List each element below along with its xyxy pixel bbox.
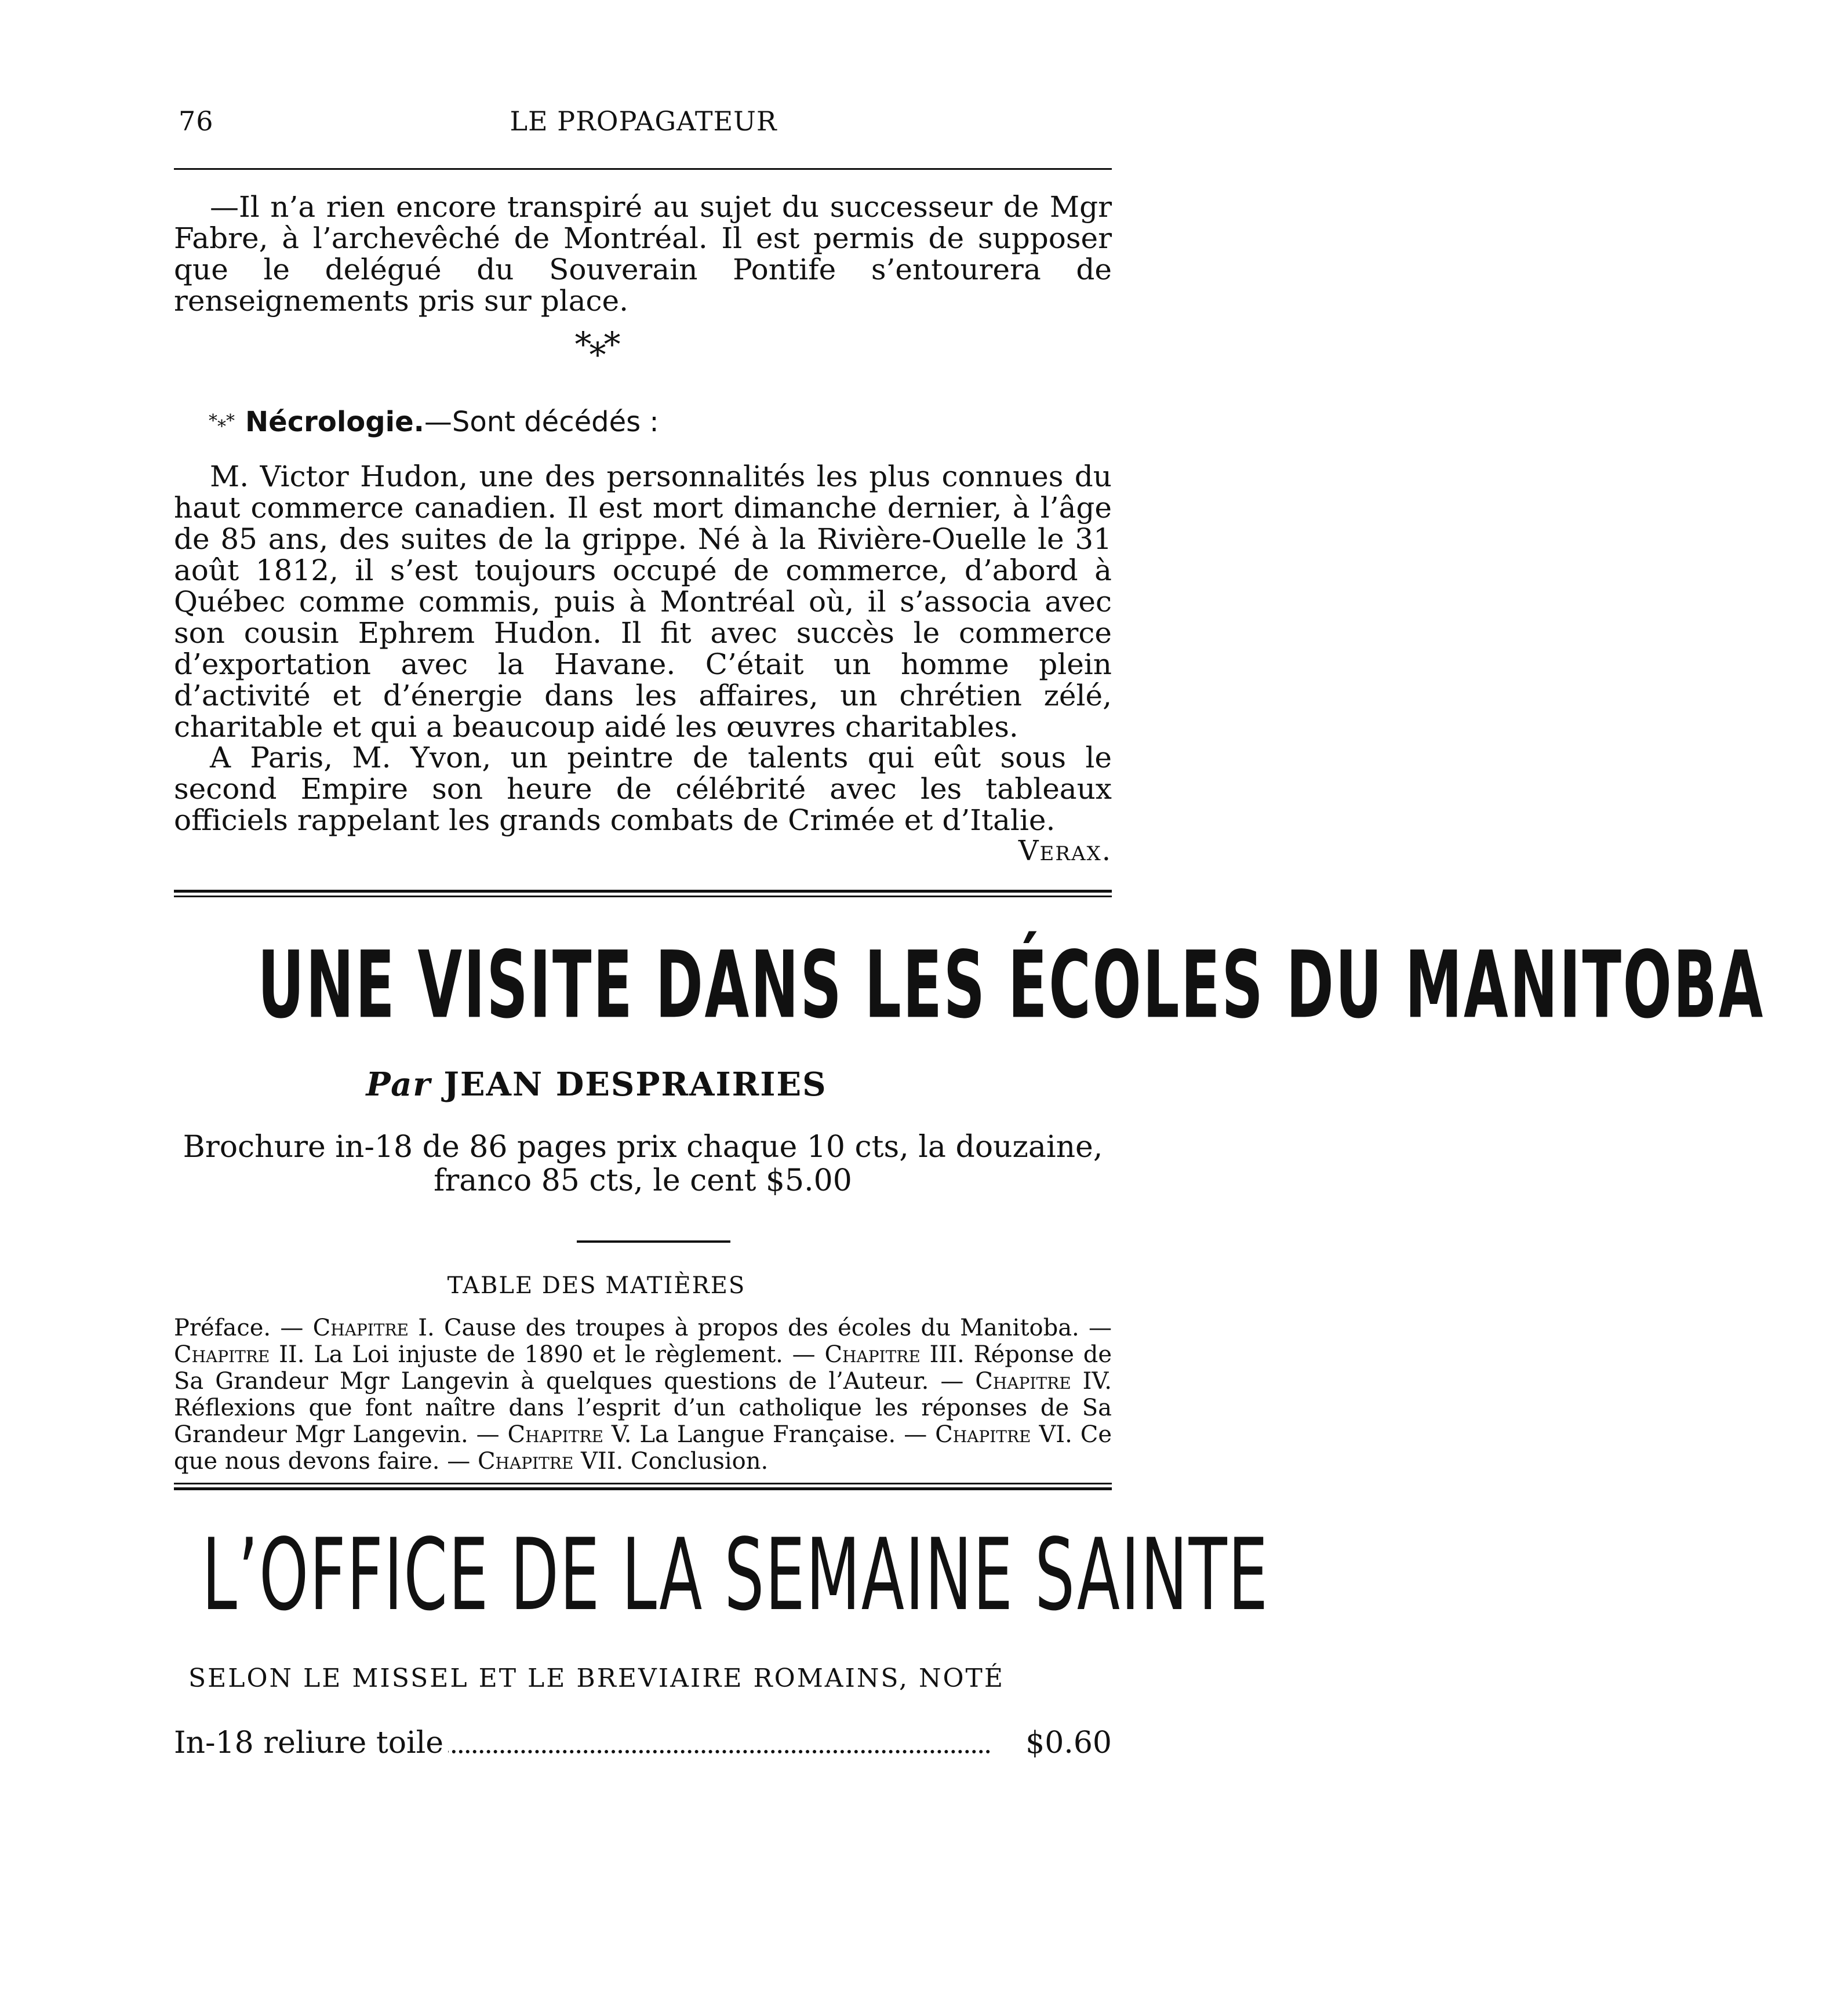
page-number: 76: [179, 105, 214, 137]
toc-paragraph: [174, 1315, 1112, 1475]
toc-text-run: V. La Langue Française. —: [603, 1421, 936, 1448]
necrology-heading: [209, 406, 659, 438]
description-line: franco 85 cts, le cent $5.00: [434, 1163, 852, 1198]
asterism-separator: *⁎*: [574, 325, 619, 364]
paragraph-text: M. Victor Hudon, une des personnalités les plus connues du haut commerce canadien. Il est mort dimanche dernier, à l’âge de 85 ans, des suites de la grippe. Né à la Rivière-Ouelle le 31 août 1812, il s’est toujours occupé de commerce, d’abord à Québec comme commis, puis à Montréal où, il s’associa avec son cousin Ephrem Hudon. Il fit avec succès le commerce d’exportation avec la Havane. C’était un homme plein d’activité et d’énergie dans les affaires, un chrétien zélé, charitable et qui a beaucoup aidé les œuvres charitables.: [174, 460, 1112, 744]
headline-text: L’OFFICE DE LA SEMAINE SAINTE: [202, 1517, 1269, 1633]
running-title: LE PROPAGATEUR: [510, 105, 777, 137]
dot-leader: [417, 1750, 990, 1753]
price-line: [174, 1724, 1112, 1765]
necrology-label: Nécrologie.: [245, 406, 424, 438]
asterism-icon: *⁎*: [209, 411, 235, 431]
chapter-label: Chapitre: [975, 1368, 1071, 1395]
chapter-label: Chapitre: [312, 1315, 409, 1341]
author-name: JEAN DESPRAIRIES: [443, 1065, 827, 1104]
table-of-contents: [174, 1315, 1112, 1475]
necrology-intro: —Sont décédés :: [424, 406, 659, 438]
chapter-label: Chapitre: [935, 1421, 1031, 1448]
toc-text-run: III. Réponse de Sa Grandeur Mgr Langevin à quelques questions de l’Auteur. —: [174, 1341, 1112, 1395]
paragraph-text: —Il n’a rien encore transpiré au sujet du successeur de Mgr Fabre, à l’archevêché de Montréal. Il est permis de supposer que le delégué du Souverain Pontife s’entourera de renseignements pris sur place.: [174, 190, 1112, 318]
short-rule: [577, 1240, 730, 1243]
item-description: In-18 reliure toile: [174, 1724, 448, 1762]
toc-text-run: IV. Réflexions que font naître dans l’esprit d’un catholique les réponses de Sa Grandeur Mgr Langevin. —: [174, 1368, 1112, 1448]
toc-text-run: Préface. —: [174, 1315, 313, 1341]
paragraph-text: A Paris, M. Yvon, un peintre de talents qui eût sous le second Empire son heure de célébrité avec les tableaux officiels rappelant les grands combats de Crimée et d’Italie.: [174, 741, 1112, 837]
toc-text-run: II. La Loi injuste de 1890 et le règlement. —: [270, 1341, 825, 1368]
ad-byline: [0, 1065, 1193, 1104]
author-signature: Verax.: [1018, 835, 1112, 867]
item-price: $0.60: [1021, 1724, 1112, 1762]
chapter-label: Chapitre: [174, 1341, 270, 1368]
ad-subtitle: SELON LE MISSEL ET LE BREVIAIRE ROMAINS, NOTÉ: [188, 1664, 1005, 1693]
byline-prefix: Par: [366, 1065, 431, 1104]
running-head: [174, 105, 1113, 146]
chapter-label: Chapitre: [477, 1448, 574, 1475]
ad-headline-manitoba: [174, 930, 1765, 1039]
toc-text-run: VII. Conclusion.: [573, 1448, 769, 1475]
ad-headline-semaine-sainte: [174, 1517, 1269, 1633]
ad-description: [174, 1130, 1112, 1198]
description-line: Brochure in-18 de 86 pages prix chaque 10 cts, la douzaine,: [183, 1130, 1103, 1164]
obituary-yvon: [174, 742, 1112, 836]
headline-text: UNE VISITE DANS LES ÉCOLES DU MANITOBA: [257, 931, 1765, 1039]
toc-heading: TABLE DES MATIÈRES: [447, 1272, 746, 1299]
toc-text-run: VI. Ce que nous devons faire. —: [174, 1421, 1112, 1475]
toc-text-run: I. Cause des troupes à propos des écoles du Manitoba. —: [408, 1315, 1112, 1341]
header-rule: [174, 168, 1112, 170]
chapter-label: Chapitre: [507, 1421, 603, 1448]
news-paragraph-successor: [174, 191, 1112, 316]
obituary-hudon: [174, 461, 1112, 743]
chapter-label: Chapitre: [824, 1341, 921, 1368]
